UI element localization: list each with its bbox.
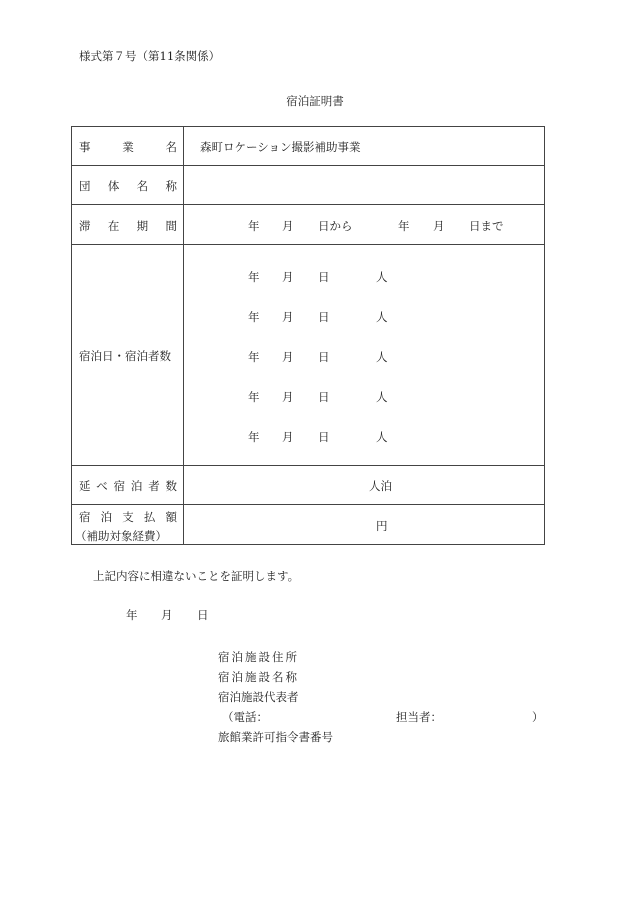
stay-row-day: 日 bbox=[318, 350, 330, 364]
stay-row-people: 人 bbox=[376, 390, 388, 404]
stay-row-year: 年 bbox=[248, 270, 260, 284]
label-char: 払 bbox=[143, 510, 156, 524]
label-char: 者 bbox=[148, 479, 160, 493]
label-char: 額 bbox=[165, 510, 177, 524]
stay-row-people: 人 bbox=[376, 270, 388, 284]
payment-sub-label: （補助対象経費） bbox=[75, 529, 167, 543]
cert-day: 日 bbox=[197, 608, 209, 622]
stay-row-day: 日 bbox=[318, 310, 330, 324]
total-nights-label bbox=[79, 478, 177, 494]
period-year-to: 年 bbox=[398, 219, 410, 233]
stay-row-year: 年 bbox=[248, 310, 260, 324]
label-char: 宿 bbox=[113, 479, 126, 493]
facility-address-label: 宿泊施設住所 bbox=[218, 650, 299, 664]
total-nights-unit: 人泊 bbox=[369, 479, 392, 493]
stay-row-month: 月 bbox=[282, 390, 294, 404]
stay-row-year: 年 bbox=[248, 430, 260, 444]
period-day-to: 日まで bbox=[469, 219, 504, 233]
stay-row-month: 月 bbox=[282, 430, 294, 444]
label-char: 宿 bbox=[79, 510, 91, 524]
stay-row-people: 人 bbox=[376, 430, 388, 444]
label-char: 称 bbox=[165, 179, 177, 193]
period-month-from: 月 bbox=[282, 219, 294, 233]
stay-row-month: 月 bbox=[282, 310, 294, 324]
facility-representative-label: 宿泊施設代表者 bbox=[218, 690, 299, 704]
row-divider bbox=[71, 504, 545, 505]
certificate-table bbox=[71, 126, 545, 545]
label-char: 在 bbox=[107, 219, 120, 233]
label-char: 滞 bbox=[79, 219, 91, 233]
column-divider bbox=[183, 126, 184, 545]
phone-label: （電話： bbox=[222, 710, 268, 724]
label-char: 泊 bbox=[130, 479, 143, 493]
label-char: 名 bbox=[136, 179, 149, 193]
facility-name-label: 宿泊施設名称 bbox=[218, 670, 299, 684]
period-month-to: 月 bbox=[433, 219, 445, 233]
label-char: 間 bbox=[165, 219, 177, 233]
row-divider bbox=[71, 204, 545, 205]
license-number-label: 旅館業許可指令書番号 bbox=[218, 730, 333, 744]
stay-dates-label: 宿泊日・宿泊者数 bbox=[79, 349, 171, 363]
payment-unit: 円 bbox=[376, 519, 388, 533]
label-char: 期 bbox=[136, 219, 149, 233]
cert-month: 月 bbox=[161, 608, 173, 622]
stay-row-year: 年 bbox=[248, 390, 260, 404]
form-number: 様式第７号（第11条関係） bbox=[79, 49, 221, 63]
stay-period-label bbox=[79, 218, 177, 234]
cert-year: 年 bbox=[126, 608, 138, 622]
row-divider bbox=[71, 465, 545, 466]
label-char: 体 bbox=[107, 179, 120, 193]
stay-row-month: 月 bbox=[282, 270, 294, 284]
stay-row-month: 月 bbox=[282, 350, 294, 364]
project-name-value: 森町ロケーション撮影補助事業 bbox=[200, 140, 361, 154]
label-char: 業 bbox=[122, 140, 134, 154]
period-year-from: 年 bbox=[248, 219, 260, 233]
stay-row-people: 人 bbox=[376, 350, 388, 364]
label-char: 事 bbox=[79, 140, 91, 154]
row-divider bbox=[71, 165, 545, 166]
stay-row-day: 日 bbox=[318, 430, 330, 444]
document-title: 宿泊証明書 bbox=[286, 94, 344, 108]
label-char: 団 bbox=[79, 179, 91, 193]
row-divider bbox=[71, 244, 545, 245]
payment-label bbox=[79, 509, 177, 525]
label-char: べ bbox=[96, 479, 108, 493]
certification-statement: 上記内容に相違ないことを証明します。 bbox=[93, 569, 300, 583]
stay-row-year: 年 bbox=[248, 350, 260, 364]
label-char: 数 bbox=[165, 479, 177, 493]
label-char: 泊 bbox=[100, 510, 113, 524]
stay-row-day: 日 bbox=[318, 270, 330, 284]
label-char: 名 bbox=[165, 140, 177, 154]
stay-row-day: 日 bbox=[318, 390, 330, 404]
person-in-charge-label: 担当者： bbox=[396, 710, 442, 724]
project-name-label bbox=[79, 139, 177, 155]
period-day-from: 日から bbox=[318, 219, 353, 233]
stay-row-people: 人 bbox=[376, 310, 388, 324]
label-char: 支 bbox=[122, 510, 134, 524]
label-char: 延 bbox=[79, 479, 91, 493]
group-name-label bbox=[79, 178, 177, 194]
phone-close-paren: ） bbox=[532, 710, 544, 724]
